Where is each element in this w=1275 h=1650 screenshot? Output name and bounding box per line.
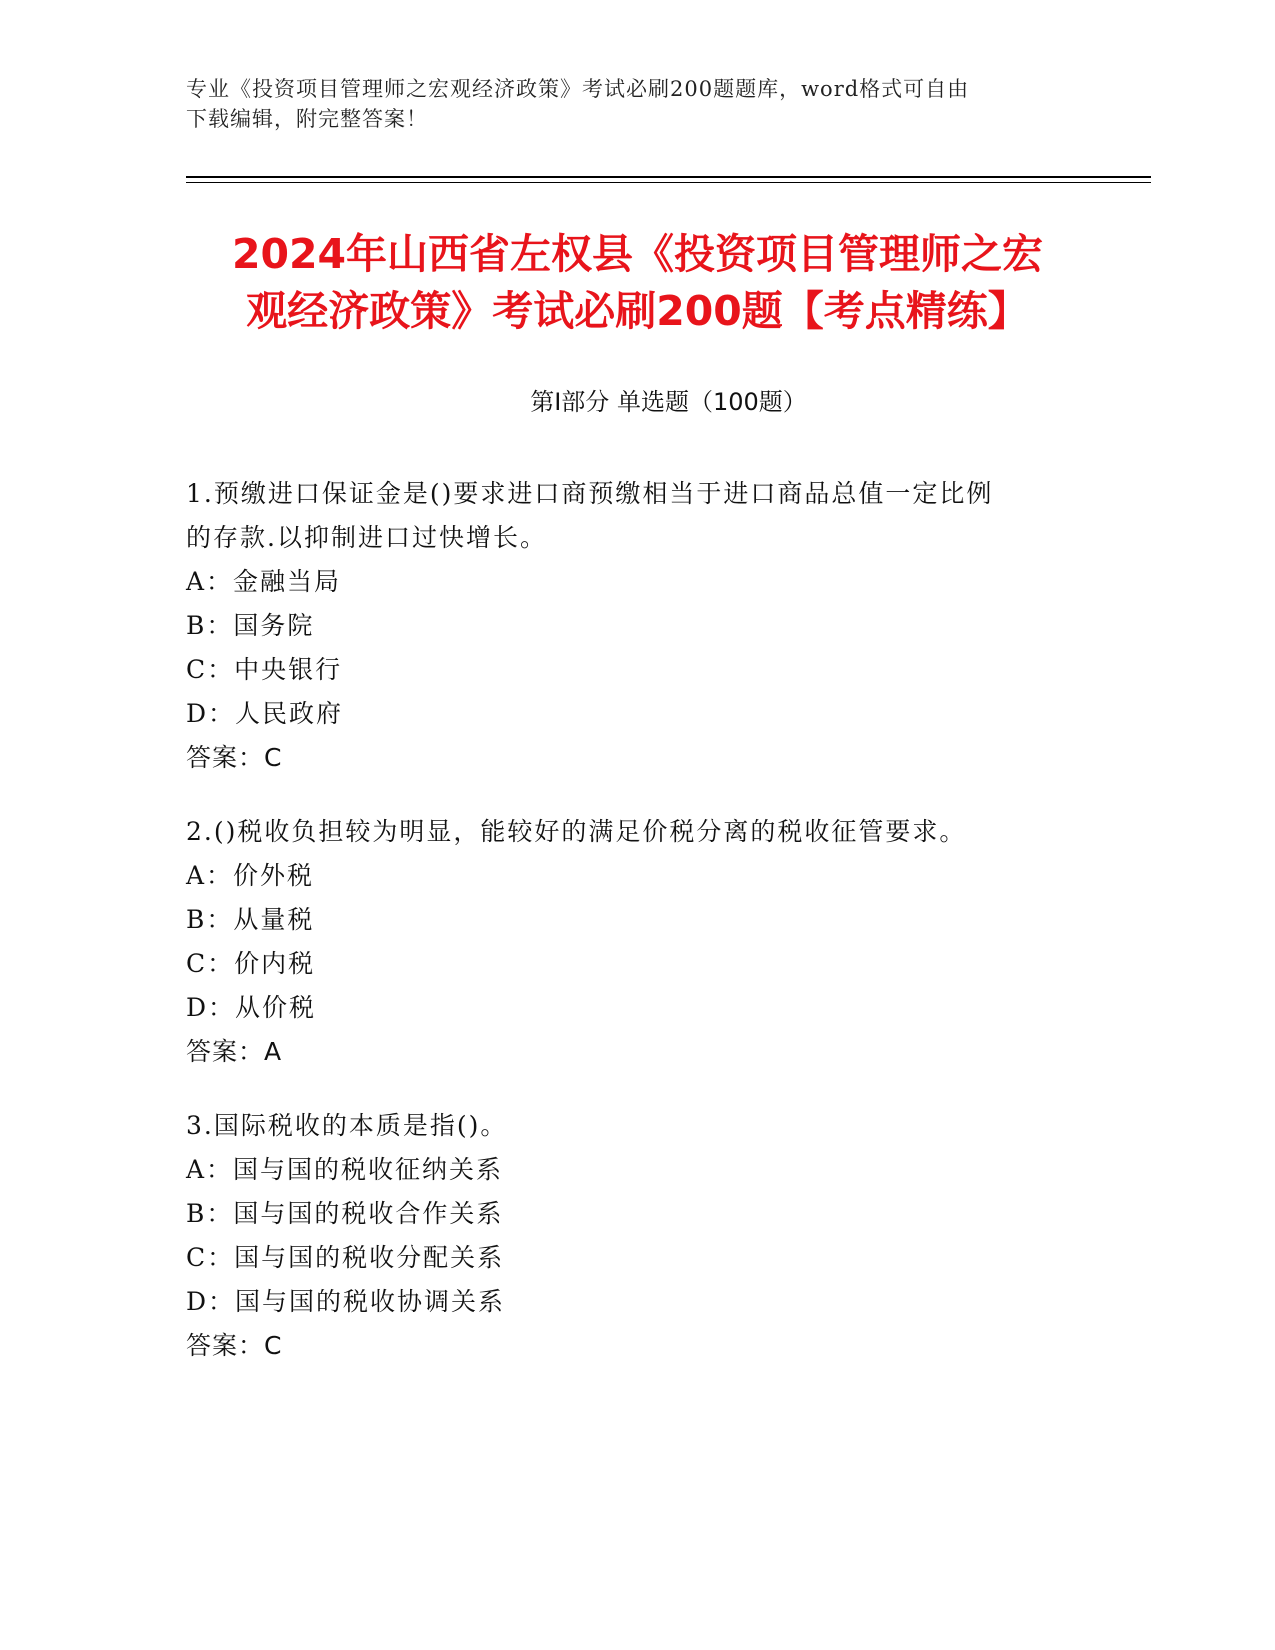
answer: 答案：C — [186, 743, 283, 772]
question-stem: 1.预缴进口保证金是()要求进口商预缴相当于进口商品总值一定比例 — [186, 479, 994, 508]
option-c: C：价内税 — [186, 949, 316, 978]
option-d: D：人民政府 — [186, 699, 344, 728]
header-divider-thick — [186, 176, 1151, 178]
answer: 答案：C — [186, 1331, 283, 1360]
document-title — [150, 226, 1125, 340]
question-stem: 3.国际税收的本质是指()。 — [186, 1111, 508, 1140]
section-title: 第Ⅰ部分 单选题（100题） — [530, 388, 807, 416]
option-d: D：从价税 — [186, 993, 317, 1022]
option-b: B：国务院 — [186, 611, 315, 640]
question-3 — [186, 1104, 1066, 1368]
question-list — [186, 472, 1066, 1398]
option-c: C：中央银行 — [186, 655, 343, 684]
title-line-2: 观经济政策》考试必刷200题【考点精练】 — [246, 287, 1029, 335]
option-a: A：国与国的税收征纳关系 — [186, 1155, 504, 1184]
question-1 — [186, 472, 1066, 780]
title-line-1: 2024年山西省左权县《投资项目管理师之宏 — [231, 230, 1044, 278]
option-a: A：价外税 — [186, 861, 315, 890]
option-c: C：国与国的税收分配关系 — [186, 1243, 505, 1272]
document-header — [186, 74, 1086, 134]
question-stem-continued: 的存款.以抑制进口过快增长。 — [186, 523, 547, 552]
answer: 答案：A — [186, 1037, 283, 1066]
header-line-2: 下载编辑，附完整答案！ — [186, 107, 428, 131]
question-stem: 2.()税收负担较为明显，能较好的满足价税分离的税收征管要求。 — [186, 817, 967, 846]
option-a: A：金融当局 — [186, 567, 342, 596]
option-b: B：国与国的税收合作关系 — [186, 1199, 504, 1228]
option-d: D：国与国的税收协调关系 — [186, 1287, 506, 1316]
header-line-1: 专业《投资项目管理师之宏观经济政策》考试必刷200题题库，word格式可自由 — [186, 77, 970, 101]
question-2 — [186, 810, 1066, 1074]
header-divider-thin — [186, 182, 1151, 183]
option-b: B：从量税 — [186, 905, 315, 934]
